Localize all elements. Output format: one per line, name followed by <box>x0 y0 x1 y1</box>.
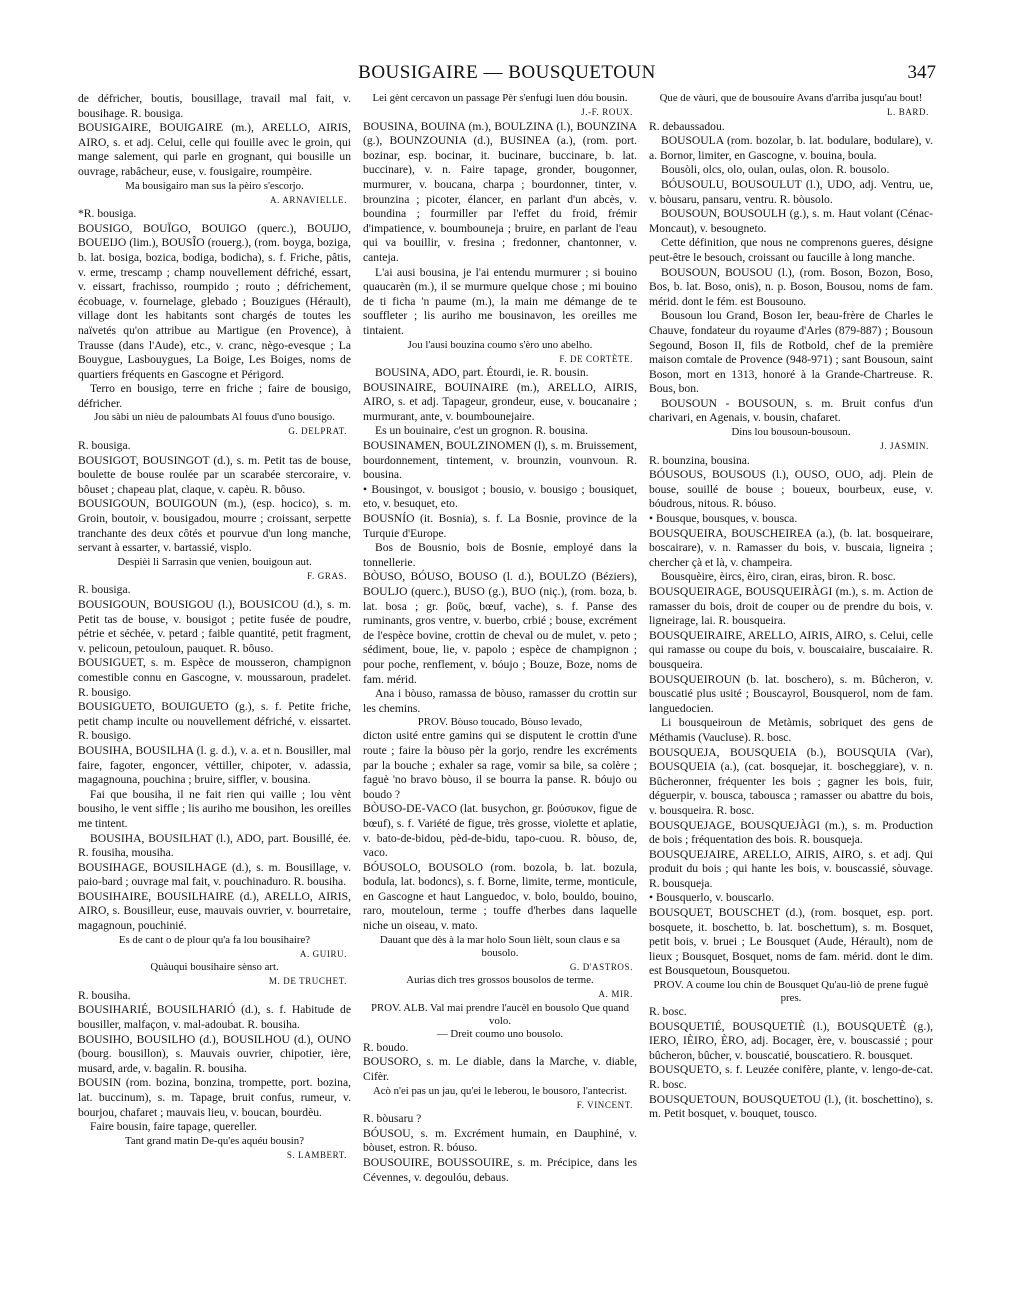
entry-paragraph: Li bousqueiroun de Metàmis, sobriquet des gens de Méthamis (Vaucluse). R. bosc. <box>649 716 933 744</box>
quotation: Aurias dich tres grossos bousolos de terme. <box>406 974 594 987</box>
entry-paragraph: R. bousiga. <box>78 439 131 453</box>
quote-author: F. VINCENT. <box>576 1099 633 1110</box>
entry-paragraph: BÓUSOULU, BOUSOULUT (l.), UDO, adj. Ventru, ue, v. bòusaru, pansaru, ventru. R. bòusolo. <box>649 177 933 206</box>
entry-paragraph: BOUSQUETOUN, BOUSQUETOU (l.), (it. boschettino), s. m. Petit bosquet, v. bouquet, tousco. <box>649 1092 933 1121</box>
entry-paragraph: BOUSQUEJAGE, BOUSQUEJÀGI (m.), s. m. Production de bois ; fréquentation des bois. R. bousqueja. <box>649 818 933 847</box>
entry-paragraph: BOUSINAMEN, BOULZINOMEN (l), s. m. Bruissement, bourdonnement, tintement, v. brounzin, vounvoun. R. bousina. <box>363 439 637 482</box>
entry-paragraph: BÓUSOU, s. m. Excrément humain, en Dauphiné, v. bòuset, estron. R. bóuso. <box>363 1126 637 1155</box>
entry-paragraph: BOUSIHA, BOUSILHAT (l.), ADO, part. Bousillé, ée. R. fousiha, mousiha. <box>78 831 351 860</box>
entry-paragraph: • Bousque, bousques, v. bousca. <box>649 512 798 526</box>
entry-paragraph: BOUSIHARIÉ, BOUSILHARIÓ (d.), s. f. Habitude de bousiller, malfaçon, v. mal-adoubat. R. bousiha. <box>78 1003 351 1032</box>
quote-author: A. ARNAVIELLE. <box>270 194 347 205</box>
page-number: 347 <box>907 62 936 83</box>
entry-paragraph: BOUSIHAGE, BOUSILHAGE (d.), s. m. Bousillage, v. paio-bard ; ouvrage mal fait, v. pouchinaduro. R. bousiha. <box>78 860 351 889</box>
entry-paragraph: BOUSINA, BOUINA (m.), BOULZINA (l.), BOUNZINA (g.), BOUNZOUNIA (d.), BUSINEA (a.), (rom. port. bozinar, esp. bocinar, it. bucinare, buccinare, b. lat. buccinare), v. n. Faire tapage, gronder, bougonner, murmurer, v. boucana, charpa ; bourdonner, tinter, v. brounzina ; picoter, élancer, en parlant d'un abcès, v. boundina ; fourmiller par l'effet du froid, frémir d'impatience, v. boumbouneja ; bruire, en parlant de l'eau qui va bouillir, v. fresina ; fredonner, chantonner, v. canteja. <box>363 119 637 264</box>
entry-paragraph: BOUSIHA, BOUSILHA (l. g. d.), v. a. et n. Bousiller, mal faire, fagoter, engoncer, véttiller, chipoter, v. adassia, magagnouna, pouchina ; bruire, siffler, v. bousina. <box>78 743 351 787</box>
entry-paragraph: • Bousingot, v. bousigot ; bousio, v. bousigo ; bousiquet, eto, v. besuquet, eto. <box>363 482 637 511</box>
entry-paragraph: BOUSQUEIRA, BOUSCHEIREA (a.), (b. lat. bosqueirare, boscairare), v. n. Ramasser du bois, v. buscaia, ligneira ; chercher çà et là, v. champeira. <box>649 526 933 569</box>
quote-author: F. DE CORTÈTE. <box>559 353 633 364</box>
entry-paragraph: BOUSIGOT, BOUSINGOT (d.), s. m. Petit tas de bouse, boulette de bouse roulée par un scarabée stercoraire, v. bôuset ; chapeau plat, claque, v. capèu. R. bôuso. <box>78 453 351 496</box>
entry-paragraph: Bousquèire, èircs, èiro, ciran, eiras, biron. R. bosc. <box>661 570 896 584</box>
entry-paragraph: BOUSQUEIRAIRE, ARELLO, AIRIS, AIRO, s. Celui, celle qui ramasse ou coupe du bois, v. bouscaiaire, buscaiaire. R. bousqueira. <box>649 628 933 671</box>
quotation: PROV. Bòuso toucado, Bòuso levado, <box>417 716 583 729</box>
quotation: Despièi li Sarrasin que venien, bouigoun aut. <box>117 555 312 568</box>
entry-paragraph: BOUSOUIRE, BOUSSOUIRE, s. m. Précipice, dans les Cévennes, v. degoulóu, debaus. <box>363 1156 637 1184</box>
entry-paragraph: BOUSIGOUN, BOUSIGOU (l.), BOUSICOU (d.), s. m. Petit tas de bouse, v. bousigot ; petite fusée de poudre, pétrie et séchée, v. petard ; faible quantité, petit fragment, v. pelicoun, petouloun, pauquet. R. bôuso. <box>78 598 351 655</box>
entry-paragraph: BÒUSO-DE-VACO (lat. busychon, gr. βούσυκον, figue de bœuf), s. f. Variété de figue, très grosse, violette et aplatie, v. bato-de-bidou, pèd-de-bidu, tapo-cuou. R. bòuso, de, vaco. <box>363 802 637 860</box>
quotation: Lei gènt cercavon un passage Pèr s'enfugi luen dóu bousin. <box>372 92 628 104</box>
quote-author: M. DE TRUCHET. <box>268 976 347 987</box>
quote-author: F. GRAS. <box>307 570 347 581</box>
entry-paragraph: Cette définition, que nous ne comprenons gueres, désigne peut-être le besouch, croissant ou faucille à long manche. <box>649 236 933 264</box>
entry-paragraph: R. bousiga. <box>78 583 131 597</box>
column-middle <box>363 92 637 1272</box>
entry-paragraph: BOUSIGUET, s. m. Espèce de mousseron, champignon comestible connu en Gascogne, v. moussaroun, pradelet. R. bousigo. <box>78 656 351 699</box>
quotation: PROV. A coume lou chin de Bousquet Qu'au-liò de prene fuguè pres. <box>653 979 929 1005</box>
entry-paragraph: BOUSNÍO (it. Bosnia), s. f. La Bosnie, province de la Turquie d'Europe. <box>363 512 637 540</box>
quotation: Dauant que dès à la mar holo Soun lièlt, soun claus e sa bousolo. <box>379 933 621 959</box>
entry-paragraph: BOUSIN (rom. bozina, bonzina, trompette, port. bozina, lat. buccinum), s. m. Tapage, bruit confus, rumeur, v. bourjou, chafaret ; mauvais lieu, v. boucan, bourdèu. <box>78 1076 351 1119</box>
entry-paragraph: BOUSQUEIROUN (b. lat. boschero), s. m. Bûcheron, v. bouscatié plus usité ; Bouscayrol, Bousquerol, nom de fam. languedocien. <box>649 672 933 715</box>
quotation: — Dreit coumo uno bousolo. <box>436 1027 564 1040</box>
quotation: Es de cant o de plour qu'a fa lou bousihaire? <box>118 933 311 946</box>
entry-paragraph: BOUSQUETIÉ, BOUSQUETIÈ (l.), BOUSQUETÈ (g.), IERO, IÈIRO, ÈRO, adj. Bocager, ère, v. bouscassié ; pour bûcheron, bûcher, v. bouscatié, bouscatiero. R. bousquet. <box>649 1019 933 1062</box>
quote-author: G. D'ASTROS. <box>569 961 633 972</box>
entry-paragraph: R. debaussadou. <box>649 119 725 133</box>
entry-paragraph: BOUSORO, s. m. Le diable, dans la Marche, v. diable, Cifèr. <box>363 1055 637 1084</box>
entry-paragraph: BOUSIGO, BOUÏGO, BOUIGO (querc.), BOUIJO, BOUEIJO (lim.), BOUSÎO (rouerg.), (rom. boyga, boziga, b. lat. bosiga, bozica, bodiga, bodicha), s. f. Friche, pâtis, v. erme, trescamp ; champ nouvellement défriché, essart, v. eissart, frachisso, roumpido ; routo ; défrichement, écobuage, v. fournelage, glebado ; Bouzigues (Hérault), village dont les habitants sont chargés de toutes les naïvetés qu'on attribue au Martigue (en Provence), à Trausse (dans l'Aude), etc., v. cranc, nègo-evesque ; La Bouygue, Lasbouygues, La Boige, Les Boiges, noms de quartiers fréquents en Gascogne et Périgord. <box>78 221 351 381</box>
entry-paragraph: BOUSQUEJA, BOUSQUEIA (b.), BOUSQUIA (Var), BOUSQUEIA (a.), (cat. bosquejar, it. boscheggiare), v. n. Bûcheronner, fréquenter les bois ; gagner les bois, fuir, déguerpir, v. bousca, tabousca ; ramasser ou abattre du bois, v. bousqueira. R. bosc. <box>649 745 933 817</box>
entry-paragraph: Ana i bòuso, ramassa de bòuso, ramasser du crottin sur les chemins. <box>363 687 637 715</box>
entry-paragraph: BOUSQUEIRAGE, BOUSQUEIRÀGI (m.), s. m. Action de ramasser du bois, droit de couper ou de prendre du bois, v. ligneirage, lai. R. bousqueira. <box>649 585 933 628</box>
entry-paragraph: R. bosc. <box>649 1005 687 1019</box>
column-left <box>78 92 351 1272</box>
page-header <box>78 62 936 86</box>
quotation: Dins lou bousoun-bousoun. <box>731 426 851 439</box>
entry-paragraph: BÓUSOLO, BOUSOLO (rom. bozola, b. lat. bozula, bodula, lat. bodoncs), s. f. Borne, limite, terme, monticule, en Gascogne et haut Languedoc, v. bolo, bouldo, bouino, raro, mouteloun, terme ; touffe d'herbes dans laquelle niche un oiseau, v. mato. <box>363 860 637 933</box>
quotation: Tant grand matin De-qu'es aquéu bousin? <box>125 1134 304 1147</box>
entry-paragraph: BOUSINAIRE, BOUINAIRE (m.), ARELLO, AIRIS, AIRO, s. et adj. Tapageur, grondeur, euse, v. boucanaire ; murmurant, ante, v. boumbounejaire. <box>363 380 637 423</box>
entry-paragraph: BOUSQUETO, s. f. Leuzée conifère, plante, v. lengo-de-cat. R. bosc. <box>649 1063 933 1091</box>
entry-paragraph: BOUSINA, ADO, part. Étourdi, ie. R. bousin. <box>375 366 589 380</box>
entry-paragraph: *R. bousiga. <box>78 207 137 221</box>
entry-paragraph: BOUSQUET, BOUSCHET (d.), (rom. bosquet, esp. port. bosquete, it. boschetto, b. lat. boschettum), s. m. Bosquet, petit bois, v. bruei ; Le Bousquet (Aude, Hérault), nom de lieux ; Bousquet, Bosquet, noms de fam. mérid. dont le dim. est Bousquetoun, Bousquetou. <box>649 906 933 978</box>
entry-paragraph: R. boudo. <box>363 1040 409 1054</box>
quote-author: A. GUIRU. <box>299 948 347 959</box>
entry-paragraph: BOUSQUEJAIRE, ARELLO, AIRIS, AIRO, s. et adj. Qui produit du bois ; qui hante les bois, v. bouscassié, sòuvage. R. bousqueja. <box>649 847 933 890</box>
entry-paragraph: BÓUSOUS, BOUSOUS (l.), OUSO, OUO, adj. Plein de bouse, souillé de bouse ; boueux, bourbeux, euse, v. bóudrous, nitous. R. bóuso. <box>649 468 933 511</box>
entry-paragraph: Terro en bousigo, terre en friche ; faire de bousigo, défricher. <box>78 382 351 410</box>
entry-paragraph: Bos de Bousnio, bois de Bosnie, employé dans la tonnellerie. <box>363 541 637 569</box>
quote-author: J.-F. ROUX. <box>581 107 633 117</box>
entry-paragraph: BOUSOULA (rom. bozolar, b. lat. bodulare, bodulare), v. a. Bornor, limiter, en Gascogne, v. bouina, boula. <box>649 134 933 162</box>
entry-paragraph: BOUSIHAIRE, BOUSILHAIRE (d.), ARELLO, AIRIS, AIRO, s. Bousilleur, euse, mauvais ouvrier, v. bourretaire, magagnoun, pouchinié. <box>78 889 351 933</box>
entry-paragraph: BÒUSO, BÓUSO, BOUSO (l. d.), BOULZO (Béziers), BOULJO (querc.), BUSO (g.), BUO (niç.), (rom. boza, b. lat. bosa ; gr. βοῦς, bœuf, vache), s. f. Panse des ruminants, gros ventre, v. buerbo, crbié ; bouse, excrément de l'espèce bovine, crottin de cheval ou de mulet, v. peto ; sédiment, boue, lie, v. papolo ; espèce de champignon ; pour poche, renflement, v. bóujo ; Bouze, Boze, noms de fam. mérid. <box>363 570 637 686</box>
quote-author: A. MIR. <box>598 989 633 1000</box>
entry-paragraph: BOUSIHO, BOUSILHO (d.), BOUSILHOU (d.), OUNO (bourg. bousillon), s. Mauvais ouvrier, chipotier, ière, musard, arde, v. bagalin. R. bousiha. <box>78 1032 351 1075</box>
entry-paragraph: BOUSIGUETO, BOUIGUETO (g.), s. f. Petite friche, petit champ inculte ou nouvellement défriché, v. eissartet. R. bousigo. <box>78 700 351 743</box>
quotation: Quàuqui bousihaire sènso art. <box>150 961 279 974</box>
entry-paragraph: L'ai ausi bousina, je l'ai entendu murmurer ; si bouino quaucarèn (m.), il se murmure quelque chose ; mi bouino de ti ficha 'n paume (m.), la main me démange de te souffleter ; lis auriho me bousinavon, les oreilles me tintaient. <box>363 265 637 337</box>
running-title: BOUSIGAIRE — BOUSQUETOUN <box>358 62 656 83</box>
entry-paragraph: Fai que bousiha, il ne fait rien qui vaille ; lou vènt bousiho, le vent siffle ; lis auriho me bousihon, les oreilles me tintent. <box>78 787 351 830</box>
column-right <box>649 92 933 1272</box>
quote-author: L. BARD. <box>886 107 929 117</box>
quotation: Jou sàbi un nièu de paloumbats Al fouus d'uno bousigo. <box>94 411 335 424</box>
entry-paragraph: Bousoun lou Grand, Boson Ier, beau-frère de Charles le Chauve, fondateur du royaume d'Arles (879-887) ; Bousoun Segound, Boson II, fils de Rotbold, chef de la première maison comtale de Provence (948-971) ; sant Bousoun, saint Boson, mort en 1313, honoré à la Grande-Chartreuse. R. Bous, bon. <box>649 309 933 396</box>
quotation: Jou l'ausi bouzina coumo s'èro uno abelho. <box>407 338 593 351</box>
quote-author: G. DELPRAT. <box>288 426 347 437</box>
quotation: Acò n'ei pas un jau, qu'ei le leberou, le bousoro, l'antecrist. <box>372 1084 628 1097</box>
entry-paragraph: BOUSOUN - BOUSOUN, s. m. Bruit confus d'un charivari, en Agenais, v. bousin, chafaret. <box>649 396 933 425</box>
entry-paragraph: R. bòusaru ? <box>363 1112 422 1126</box>
quote-author: S. LAMBERT. <box>286 1149 347 1160</box>
entry-paragraph: BOUSOUN, BOUSOU (l.), (rom. Boson, Bozon, Boso, Bos, b. lat. Boso, onis), n. p. Boson, Bousou, noms de fam. mérid. dont le fém. est Bousouno. <box>649 265 933 308</box>
entry-paragraph: R. bounzina, bousina. <box>649 453 750 467</box>
quotation: Que de vàuri, que de bousouire Avans d'arriba jusqu'au bout! <box>659 92 923 104</box>
quotation: Ma bousigairo man sus la pèiro s'escorjo. <box>125 179 304 192</box>
entry-paragraph: Bousòli, olcs, olo, oulan, oulas, olon. R. bousolo. <box>661 163 890 177</box>
quote-author: J. JASMIN. <box>880 441 929 452</box>
entry-paragraph: dicton usité entre gamins qui se disputent le crottin d'une route ; faire la bòuso pèr la gorjo, rendre les excréments par la bouche ; exhaler sa rage, vomir sa bile, sa colère ; faguè 'no bravo bòuso, il se bourra la panse. R. bóujo ou boudo ? <box>363 729 637 801</box>
quotation: PROV. ALB. Val mai prendre l'aucèl en bousolo Que quand volo. <box>371 1001 629 1027</box>
entry-paragraph: R. bousiha. <box>78 988 131 1002</box>
entry-paragraph: Es un bouinaire, c'est un grognon. R. bousina. <box>375 424 589 438</box>
entry-paragraph: Faire bousin, faire tapage, quereller. <box>90 1120 258 1134</box>
entry-paragraph: BOUSIGOUN, BOUIGOUN (m.), (esp. hocico), s. m. Groin, boutoir, v. bousigadou, mourre ; croissant, serpette tranchante des deux côtés et pourvue d'un long manche, servant à essarter, v. bartassié, visplo. <box>78 497 351 555</box>
entry-paragraph: BOUSIGAIRE, BOUIGAIRE (m.), ARELLO, AIRIS, AIRO, s. et adj. Celui, celle qui fouille avec le groin, qui mange salement, qui parle en grognant, qui bousille un ouvrage, rabâcheur, euse, v. fousigaire, roumpèire. <box>78 121 351 178</box>
entry-paragraph: BOUSOUN, BOUSOULH (g.), s. m. Haut volant (Cénac-Moncaut), v. besougneto. <box>649 207 933 235</box>
entry-paragraph: de défricher, boutis, bousillage, travail mal fait, v. bousihage. R. bousiga. <box>78 92 351 120</box>
entry-paragraph: • Bousquerlo, v. bouscarlo. <box>649 891 775 905</box>
